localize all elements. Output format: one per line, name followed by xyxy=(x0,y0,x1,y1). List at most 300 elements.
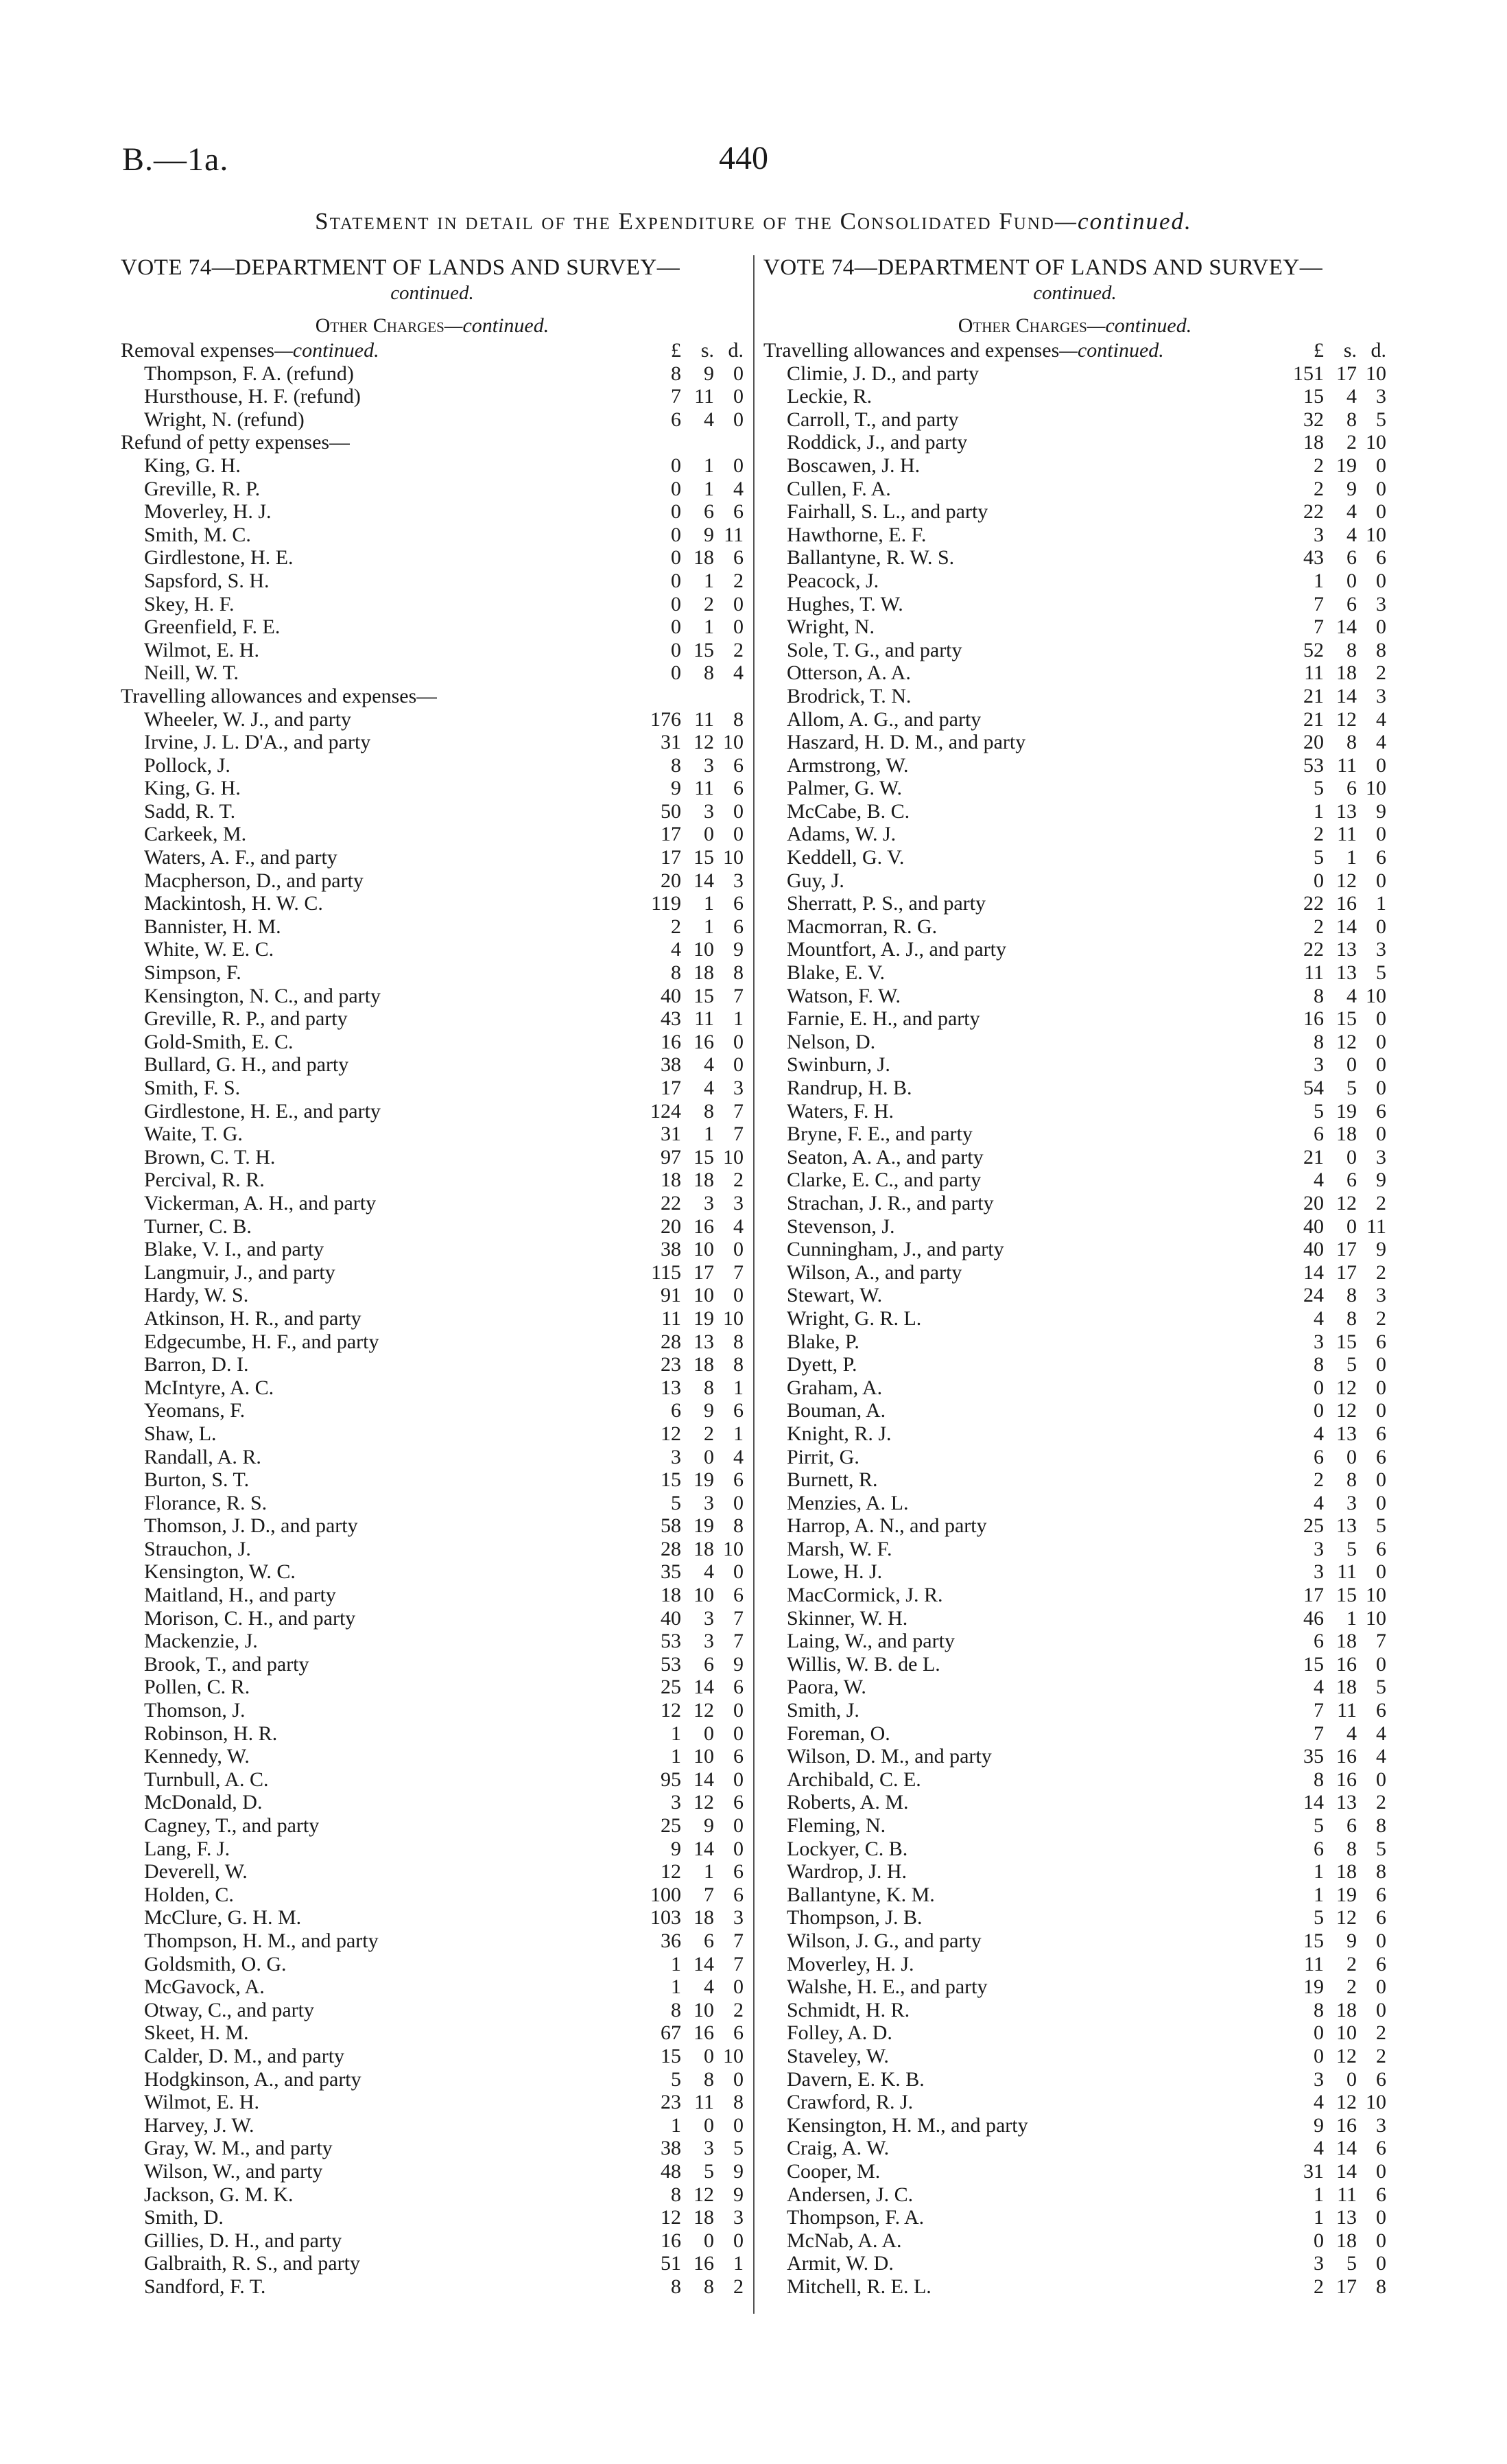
payee-name xyxy=(787,1330,859,1354)
payee-name xyxy=(787,1100,894,1123)
ledger-row xyxy=(121,593,744,616)
payee-name xyxy=(787,1446,859,1469)
amount-pence: 7 xyxy=(733,1123,744,1146)
label-text: Knight, R. J. xyxy=(787,1422,892,1445)
amount-shillings: 11 xyxy=(694,2091,714,2114)
amount-pounds: 18 xyxy=(661,1584,681,1607)
ledger-row xyxy=(121,1630,744,1653)
amount-pounds: 3 xyxy=(1314,1560,1324,1584)
amount-shillings: 12 xyxy=(693,731,714,754)
amount-shillings: 10 xyxy=(1336,2021,1357,2045)
amount-pence: 0 xyxy=(1376,1491,1386,1514)
amount-pounds: 8 xyxy=(671,2275,681,2298)
amount-pence: 10 xyxy=(723,846,744,869)
amount-pence: 2 xyxy=(1376,1306,1386,1330)
amount-pence: 7 xyxy=(733,1952,744,1975)
ledger-row xyxy=(763,1146,1386,1169)
payee-name xyxy=(144,1975,265,1999)
amount-shillings: 4 xyxy=(1346,385,1357,408)
amount-pounds: 53 xyxy=(661,1652,681,1676)
amount-pounds: 3 xyxy=(1314,2067,1324,2091)
amount-pence: 6 xyxy=(733,500,744,524)
ledger-row xyxy=(763,1745,1386,1768)
amount-pence: 0 xyxy=(1376,915,1386,938)
label-text: Wilson, D. M., and party xyxy=(787,1745,992,1768)
amount-shillings: 12 xyxy=(693,1791,714,1814)
ledger-row xyxy=(763,1768,1386,1792)
section-title-cont: —continued. xyxy=(1087,314,1192,337)
payee-name xyxy=(787,2137,889,2160)
amount-pence: 0 xyxy=(1376,823,1386,846)
amount-pounds: 9 xyxy=(1314,2113,1324,2137)
payee-name xyxy=(787,1560,882,1584)
payee-name xyxy=(787,2114,1028,2137)
amount-pence: 0 xyxy=(1376,1077,1386,1099)
amount-pence: 6 xyxy=(1376,2183,1386,2206)
amount-shillings: 3 xyxy=(704,1630,714,1653)
amount-pence: 6 xyxy=(733,915,744,938)
ledger-row xyxy=(121,362,744,386)
amount-pence: 5 xyxy=(1376,1676,1386,1699)
payee-name xyxy=(144,754,230,777)
amount-pence: 4 xyxy=(1376,1722,1386,1745)
label-text: Wardrop, J. H. xyxy=(787,1860,907,1884)
amount-pounds: 0 xyxy=(1314,1399,1324,1422)
ledger-row xyxy=(763,2114,1386,2137)
label-text: Otway, C., and party xyxy=(144,1998,314,2021)
amount-shillings: 1 xyxy=(704,1860,714,1884)
amount-shillings: 4 xyxy=(704,1077,714,1099)
label-text: Turner, C. B. xyxy=(144,1215,252,1238)
amount-pounds: 124 xyxy=(650,1099,681,1123)
amount-pounds: 8 xyxy=(671,1998,681,2021)
amount-pence: 9 xyxy=(1376,1238,1386,1261)
amount-shillings: 4 xyxy=(704,408,714,431)
amount-pounds: 3 xyxy=(671,1791,681,1814)
statement-title xyxy=(0,208,1507,235)
ledger-row xyxy=(763,685,1386,708)
amount-shillings: 17 xyxy=(693,1260,714,1284)
ledger-row xyxy=(763,1653,1386,1676)
payee-name xyxy=(787,1053,890,1077)
amount-shillings: 2 xyxy=(1346,1975,1357,1999)
amount-pounds: 9 xyxy=(671,777,681,800)
payee-name xyxy=(144,823,246,846)
amount-pence: 0 xyxy=(733,1837,744,1860)
ledger-row xyxy=(121,1953,744,1976)
payee-name xyxy=(787,1123,973,1146)
amount-shillings: 15 xyxy=(693,846,714,869)
label-text: Sadd, R. T. xyxy=(144,799,236,823)
payee-name xyxy=(144,454,241,478)
label-text: Skeet, H. M. xyxy=(144,2021,249,2045)
amount-shillings: 3 xyxy=(1346,1491,1357,1514)
label-text: Dyett, P. xyxy=(787,1353,857,1376)
amount-pence: 6 xyxy=(1376,1422,1386,1445)
amount-pounds: 1 xyxy=(671,1952,681,1975)
label-text: Brodrick, T. N. xyxy=(787,684,912,707)
payee-name xyxy=(787,938,1006,961)
payee-name xyxy=(787,639,962,662)
amount-shillings: 8 xyxy=(704,1376,714,1399)
amount-pounds: 31 xyxy=(661,1123,681,1146)
payee-name xyxy=(787,1007,980,1031)
amount-shillings: 3 xyxy=(704,2137,714,2160)
amount-pence: 0 xyxy=(1376,1560,1386,1584)
amount-pounds: 0 xyxy=(671,546,681,570)
ledger-row xyxy=(763,1906,1386,1929)
amount-shillings: 0 xyxy=(704,2044,714,2067)
label-text: Goldsmith, O. G. xyxy=(144,1952,287,1975)
payee-name xyxy=(144,1238,324,1261)
amount-pounds: 151 xyxy=(1293,362,1324,385)
label-text: Carkeek, M. xyxy=(144,823,247,846)
ledger-row xyxy=(121,1745,744,1768)
ledger-row xyxy=(121,2068,744,2091)
payee-name xyxy=(144,2045,344,2068)
amount-pence: 0 xyxy=(1376,1123,1386,1146)
payee-name xyxy=(787,1676,866,1699)
label-text: Guy, J. xyxy=(787,869,844,892)
label-text: Burton, S. T. xyxy=(144,1468,250,1492)
label-text: Barron, D. I. xyxy=(144,1353,249,1376)
ledger-row xyxy=(763,1353,1386,1376)
amount-pounds: 4 xyxy=(1314,1491,1324,1514)
label-text: McClure, G. H. M. xyxy=(144,1906,302,1929)
label-text: Palmer, G. W. xyxy=(787,777,902,800)
amount-pence: 4 xyxy=(1376,707,1386,731)
ledger-row xyxy=(121,2137,744,2160)
ledger-row xyxy=(763,2068,1386,2091)
amount-pounds: 0 xyxy=(671,661,681,685)
label-text: Boscawen, J. H. xyxy=(787,454,921,477)
amount-pounds: 1 xyxy=(671,1722,681,1745)
amount-pence: 10 xyxy=(1366,362,1386,385)
amount-pence: 6 xyxy=(733,1584,744,1607)
amount-shillings: 12 xyxy=(1336,1399,1357,1422)
payee-name xyxy=(787,1169,981,1192)
ledger-row xyxy=(763,500,1386,524)
ledger-row xyxy=(121,1376,744,1400)
amount-pounds: 103 xyxy=(650,1906,681,1929)
label-text: Irvine, J. L. D'A., and party xyxy=(144,731,371,754)
amount-shillings: 12 xyxy=(1336,707,1357,731)
label-text: Thompson, J. B. xyxy=(787,1906,923,1929)
amount-pence: 10 xyxy=(1366,1606,1386,1630)
amount-pence: 6 xyxy=(1376,1445,1386,1468)
amount-shillings: 2 xyxy=(704,1422,714,1445)
ledger-row xyxy=(763,731,1386,754)
label-text: Turnbull, A. C. xyxy=(144,1768,269,1791)
amount-pounds: 25 xyxy=(661,1814,681,1837)
amount-shillings: 14 xyxy=(1336,684,1357,707)
payee-name xyxy=(144,1745,250,1768)
amount-shillings: 12 xyxy=(1336,869,1357,892)
label-text: Holden, C. xyxy=(144,1883,234,1906)
payee-name xyxy=(787,1953,914,1976)
amount-shillings: 16 xyxy=(1336,2113,1357,2137)
ledger-row xyxy=(763,2045,1386,2068)
amount-pence: 6 xyxy=(1376,546,1386,570)
amount-pounds: 2 xyxy=(1314,2275,1324,2298)
payee-name xyxy=(144,593,235,616)
amount-shillings: 6 xyxy=(704,1652,714,1676)
label-text: Ballantyne, R. W. S. xyxy=(787,546,955,570)
amount-shillings: 2 xyxy=(1346,1952,1357,1975)
amount-shillings: 12 xyxy=(1336,1030,1357,1053)
amount-shillings: 9 xyxy=(704,523,714,546)
label-text: Neill, W. T. xyxy=(144,661,239,685)
ledger-row xyxy=(763,1077,1386,1100)
amount-pounds: 1 xyxy=(1314,2206,1324,2229)
amount-pounds: 43 xyxy=(1303,546,1324,570)
ledger-row xyxy=(763,1492,1386,1515)
payee-name xyxy=(787,823,896,846)
amount-pence: 10 xyxy=(1366,777,1386,800)
amount-pence: 0 xyxy=(733,408,744,431)
amount-pounds: 5 xyxy=(671,2067,681,2091)
payee-name xyxy=(144,2160,322,2183)
amount-shillings: 4 xyxy=(704,1975,714,1999)
amount-pounds: 6 xyxy=(671,408,681,431)
payee-name xyxy=(787,1999,910,2022)
amount-pounds: 7 xyxy=(1314,592,1324,615)
label-text: Smith, D. xyxy=(144,2206,224,2229)
ledger-row xyxy=(763,1422,1386,1446)
ledger-row xyxy=(121,2206,744,2229)
ledger-row xyxy=(121,1514,744,1538)
ledger-row xyxy=(763,1100,1386,1123)
amount-pence: 0 xyxy=(1376,1007,1386,1031)
amount-pounds: 8 xyxy=(1314,1030,1324,1053)
ledger-row xyxy=(763,1468,1386,1492)
amount-pence: 4 xyxy=(733,661,744,685)
payee-name xyxy=(144,1215,252,1239)
amount-shillings: 18 xyxy=(693,546,714,570)
label-text: Wheeler, W. J., and party xyxy=(144,707,352,731)
ledger-row xyxy=(763,846,1386,869)
amount-pence: 6 xyxy=(733,1860,744,1884)
payee-name xyxy=(144,1768,268,1792)
payee-name xyxy=(787,1768,921,1792)
payee-name xyxy=(787,431,967,454)
label-text: Allom, A. G., and party xyxy=(787,707,982,731)
ledger-row xyxy=(763,2275,1386,2299)
ledger-row xyxy=(763,431,1386,454)
ledger-row xyxy=(121,2114,744,2137)
label-text: Lowe, H. J. xyxy=(787,1560,883,1584)
payee-name xyxy=(144,2137,333,2160)
amount-pounds: 4 xyxy=(1314,2137,1324,2160)
label-text: Removal expenses xyxy=(121,339,275,362)
amount-pence: 10 xyxy=(1366,2091,1386,2114)
ledger-row xyxy=(121,1791,744,1814)
ledger-row xyxy=(121,869,744,893)
payee-name xyxy=(144,731,370,754)
amount-pounds: 52 xyxy=(1303,638,1324,661)
ledger-row xyxy=(763,754,1386,777)
amount-pounds: 3 xyxy=(1314,1053,1324,1077)
amount-pence: 3 xyxy=(1376,2113,1386,2137)
payee-name xyxy=(144,408,305,432)
label-text: Mountfort, A. J., and party xyxy=(787,938,1006,961)
amount-shillings: 18 xyxy=(1336,1676,1357,1699)
amount-shillings: 11 xyxy=(694,385,714,408)
label-text: Foreman, O. xyxy=(787,1722,890,1745)
ledger-row xyxy=(763,1676,1386,1699)
payee-name xyxy=(787,1607,907,1630)
amount-shillings: 10 xyxy=(693,1745,714,1768)
amount-shillings: 18 xyxy=(1336,1123,1357,1146)
payee-name xyxy=(144,2206,224,2229)
amount-pence: 0 xyxy=(1376,1353,1386,1376)
amount-pounds: 0 xyxy=(671,454,681,477)
payee-name xyxy=(787,754,909,777)
amount-pounds: 18 xyxy=(661,1169,681,1192)
amount-pence: 0 xyxy=(733,1699,744,1722)
amount-pounds: 4 xyxy=(1314,1676,1324,1699)
payee-name xyxy=(144,570,270,593)
ledger-heading xyxy=(121,431,744,454)
amount-pence: 6 xyxy=(1376,1883,1386,1906)
ledger-row xyxy=(763,1860,1386,1884)
amount-pounds: 0 xyxy=(671,500,681,524)
payee-name xyxy=(787,362,979,386)
amount-pence: 4 xyxy=(733,1445,744,1468)
left-column xyxy=(121,254,744,2298)
payee-name xyxy=(144,1169,265,1192)
label-text: Laing, W., and party xyxy=(787,1630,955,1653)
payee-name xyxy=(787,1630,955,1653)
amount-pounds: 1 xyxy=(1314,799,1324,823)
label-text: Girdlestone, H. E. xyxy=(144,546,294,570)
label-text: Wright, G. R. L. xyxy=(787,1306,922,1330)
ledger-row xyxy=(121,731,744,754)
ledger-row xyxy=(121,524,744,547)
amount-pence: 7 xyxy=(733,984,744,1007)
amount-shillings: 8 xyxy=(1346,1306,1357,1330)
amount-pence: 10 xyxy=(723,1145,744,1169)
amount-shillings: 3 xyxy=(704,1491,714,1514)
amount-pence: 2 xyxy=(1376,2044,1386,2067)
amount-pounds: 0 xyxy=(671,615,681,639)
vote-continued: continued. xyxy=(1033,282,1117,304)
amount-pence: 11 xyxy=(1366,1215,1386,1238)
amount-pence: 4 xyxy=(1376,731,1386,754)
label-text: Swinburn, J. xyxy=(787,1053,890,1077)
label-text: Robinson, H. R. xyxy=(144,1722,278,1745)
payee-name xyxy=(144,1077,240,1100)
amount-pounds: 53 xyxy=(1303,753,1324,777)
payee-name xyxy=(787,2229,902,2253)
payee-name xyxy=(787,1653,940,1676)
amount-pence: 2 xyxy=(733,2275,744,2298)
payee-name xyxy=(787,1077,912,1100)
ledger-row xyxy=(121,1422,744,1446)
ledger-row xyxy=(763,1791,1386,1814)
amount-pence: 1 xyxy=(733,1422,744,1445)
ledger-row xyxy=(763,2021,1386,2045)
label-text: Randrup, H. B. xyxy=(787,1077,912,1099)
payee-name xyxy=(787,570,879,593)
amount-pounds: 15 xyxy=(1303,385,1324,408)
amount-pounds: 16 xyxy=(661,2229,681,2252)
ledger-row xyxy=(763,1399,1386,1422)
section-title xyxy=(763,313,1386,339)
amount-shillings: 5 xyxy=(1346,1353,1357,1376)
unit-pounds: £ xyxy=(1314,339,1324,362)
amount-pence: 8 xyxy=(1376,2275,1386,2298)
label-text: Gillies, D. H., and party xyxy=(144,2229,342,2252)
amount-shillings: 16 xyxy=(1336,1652,1357,1676)
amount-shillings: 17 xyxy=(1336,362,1357,385)
amount-shillings: 16 xyxy=(1336,1745,1357,1768)
amount-pence: 0 xyxy=(1376,1030,1386,1053)
amount-shillings: 8 xyxy=(1346,731,1357,754)
amount-pence: 6 xyxy=(733,753,744,777)
payee-name xyxy=(787,1514,987,1538)
amount-pence: 10 xyxy=(723,2044,744,2067)
label-text: Keddell, G. V. xyxy=(787,846,905,869)
label-text: Travelling allowances and expenses xyxy=(763,339,1060,362)
amount-shillings: 16 xyxy=(1336,1768,1357,1791)
amount-pence: 0 xyxy=(733,1975,744,1999)
ledger-row xyxy=(763,2183,1386,2207)
amount-pence: 0 xyxy=(1376,1652,1386,1676)
payee-name xyxy=(787,524,926,547)
amount-pounds: 22 xyxy=(1303,892,1324,915)
amount-shillings: 16 xyxy=(693,1215,714,1238)
label-text: Armit, W. D. xyxy=(787,2252,894,2275)
amount-pounds: 20 xyxy=(661,1215,681,1238)
label-text: Wilson, W., and party xyxy=(144,2159,323,2183)
ledger-row xyxy=(121,570,744,593)
payee-name xyxy=(144,938,274,961)
amount-shillings: 1 xyxy=(704,569,714,592)
payee-name xyxy=(787,478,891,501)
ledger-row xyxy=(121,1584,744,1607)
amount-shillings: 8 xyxy=(1346,408,1357,431)
ledger-row xyxy=(763,2137,1386,2160)
amount-pounds: 36 xyxy=(661,1929,681,1952)
amount-pounds: 15 xyxy=(661,1468,681,1492)
amount-shillings: 6 xyxy=(1346,546,1357,570)
amount-shillings: 18 xyxy=(1336,1998,1357,2021)
ledger-row xyxy=(763,2206,1386,2229)
ledger-heading xyxy=(763,339,1386,362)
amount-pounds: 5 xyxy=(1314,1814,1324,1837)
payee-name xyxy=(787,2045,889,2068)
amount-shillings: 15 xyxy=(1336,1584,1357,1607)
ledger-row xyxy=(763,1307,1386,1330)
payee-name xyxy=(144,2229,342,2253)
payee-name xyxy=(787,915,937,939)
unit-pence: d. xyxy=(728,339,744,362)
amount-pence: 10 xyxy=(723,1537,744,1560)
amount-shillings: 13 xyxy=(1336,938,1357,961)
label-text: Otterson, A. A. xyxy=(787,661,911,685)
label-text: Atkinson, H. R., and party xyxy=(144,1306,361,1330)
amount-pounds: 3 xyxy=(1314,523,1324,546)
label-text: Haszard, H. D. M., and party xyxy=(787,731,1026,754)
amount-pounds: 6 xyxy=(1314,1837,1324,1860)
amount-pence: 8 xyxy=(733,961,744,985)
amount-pence: 8 xyxy=(733,1353,744,1376)
label-text: Skey, H. F. xyxy=(144,592,235,615)
payee-name xyxy=(787,2252,894,2275)
amount-pence: 8 xyxy=(1376,1814,1386,1837)
amount-shillings: 11 xyxy=(1337,2183,1357,2206)
